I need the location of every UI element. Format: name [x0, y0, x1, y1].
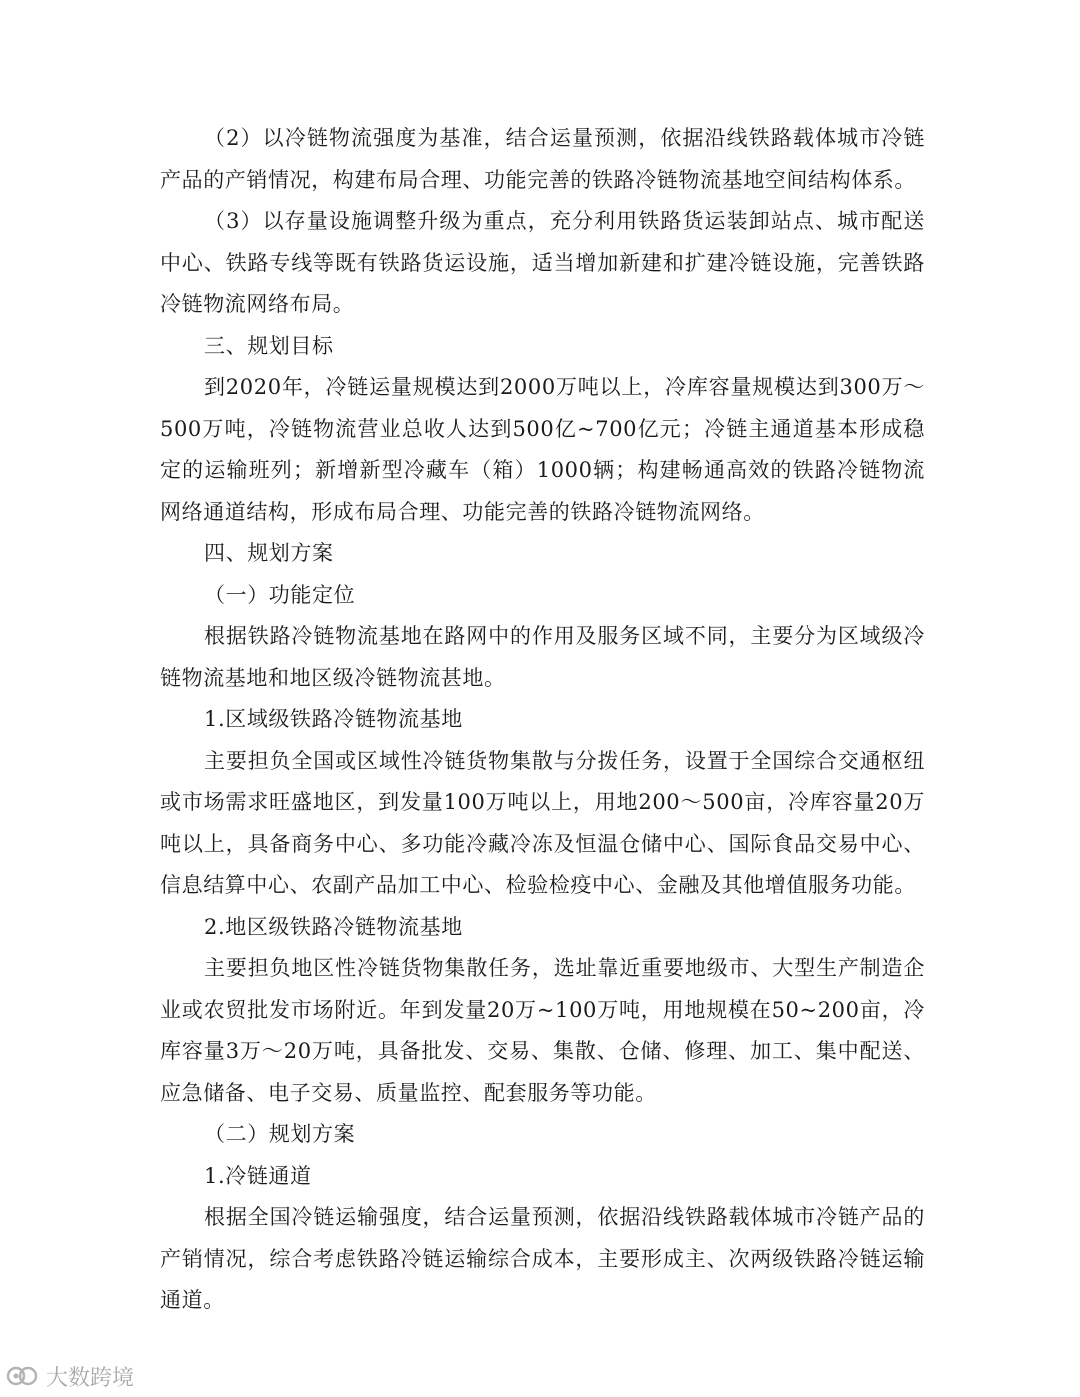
- section-heading-planning-scheme: 四、规划方案: [204, 541, 334, 565]
- subsection-heading-planning-scheme: （二）规划方案: [204, 1122, 356, 1146]
- document-body: [160, 118, 925, 1322]
- paragraph-cold-chain-channel: 根据全国冷链运输强度，结合运量预测，依据沿线铁路载体城市冷链产品的产销情况，综合考虑铁路冷链运输综合成本，主要形成主、次两级铁路冷链运输通道。: [160, 1205, 925, 1312]
- paragraph-local-base: 主要担负地区性冷链货物集散任务，选址靠近重要地级市、大型生产制造企业或农贸批发市场附近。年到发量20万~100万吨，用地规模在50~200亩，冷库容量3万～20万吨，具备批发、交易、集散、仓储、修理、加工、集中配送、应急储备、电子交易、质量监控、配套服务等功能。: [160, 956, 925, 1105]
- item-heading-local-base: 2.地区级铁路冷链物流基地: [204, 914, 463, 939]
- item-heading-regional-base: 1.区域级铁路冷链物流基地: [204, 707, 463, 731]
- paragraph-regional-base: 主要担负全国或区域性冷链货物集散与分拨任务，设置于全国综合交通枢纽或市场需求旺盛地区，到发量100万吨以上，用地200～500亩，冷库容量20万吨以上，具备商务中心、多功能冷藏冷冻及恒温仓储中心、国际食品交易中心、信息结算中心、农副产品加工中心、检验检疫中心、金融及其他增值服务功能。: [160, 748, 925, 897]
- subsection-heading-function-positioning: （一）功能定位: [204, 582, 356, 607]
- item-heading-cold-chain-channel: 1.冷链通道: [204, 1163, 312, 1188]
- watermark-text: 大数跨境: [46, 1365, 135, 1391]
- watermark: [6, 1360, 134, 1392]
- paragraph-function-positioning: 根据铁路冷链物流基地在路网中的作用及服务区域不同，主要分为区域级冷链物流基地和地区级冷链物流甚地。: [160, 624, 925, 690]
- paragraph-principle-2: （2）以冷链物流强度为基准，结合运量预测，依据沿线铁路载体城市冷链产品的产销情况，构建布局合理、功能完善的铁路冷链物流基地空间结构体系。: [160, 126, 925, 192]
- paragraph-principle-3: （3）以存量设施调整升级为重点，充分利用铁路货运装卸站点、城市配送中心、铁路专线等既有铁路货运设施，适当增加新建和扩建冷链设施，完善铁路冷链物流网络布局。: [160, 209, 925, 316]
- ebrun-logo-icon: [6, 1362, 40, 1390]
- section-heading-planning-goals: 三、规划目标: [204, 333, 334, 358]
- paragraph-goals: 到2020年，冷链运量规模达到2000万吨以上，冷库容量规模达到300万～500万吨，冷链物流营业总收人达到500亿~700亿元；冷链主通道基本形成稳定的运输班列；新增新型冷藏车（箱）1000辆；构建畅通高效的铁路冷链物流网络通道结构，形成布局合理、功能完善的铁路冷链物流网络。: [160, 375, 925, 524]
